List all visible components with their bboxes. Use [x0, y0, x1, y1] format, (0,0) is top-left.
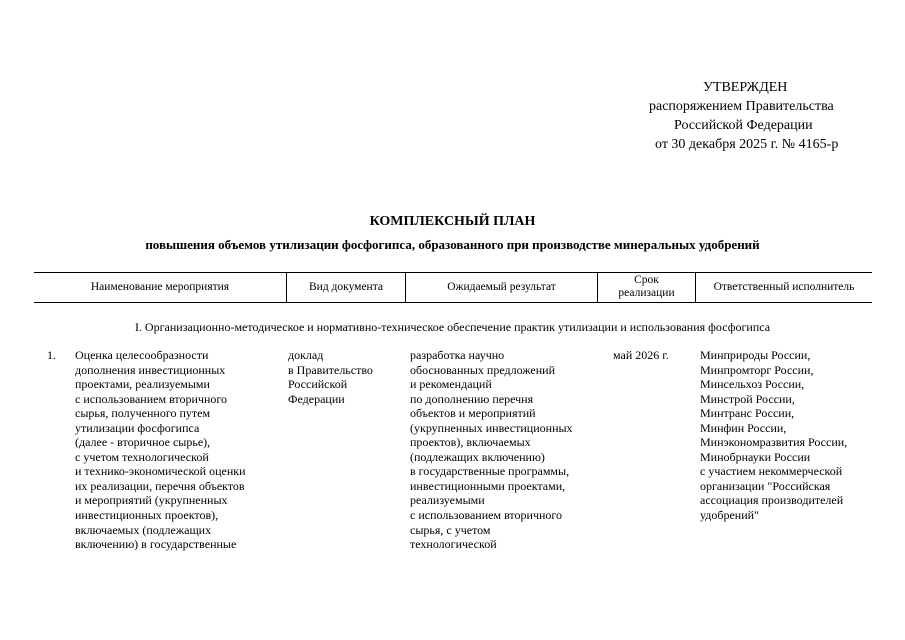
text-line: Оценка целесообразности	[75, 348, 209, 362]
approval-line-date: от 30 декабря 2025 г. № 4165-р	[655, 137, 839, 152]
header-deadline-line-1: Срок	[634, 274, 659, 286]
text-line: организации "Российская	[700, 478, 831, 493]
header-responsible-executor: Ответственный исполнитель	[713, 280, 855, 293]
cell-expected-result	[410, 348, 595, 552]
text-line: инвестиционными проектами,	[410, 478, 566, 493]
document-title: КОМПЛЕКСНЫЙ ПЛАН	[369, 214, 536, 229]
text-line: Минприроды России,	[700, 348, 811, 362]
text-line: проектов), включаемых	[410, 435, 531, 450]
text-line: Минстрой России,	[700, 391, 795, 406]
approval-title: УТВЕРЖДЕН	[703, 80, 788, 95]
text-line: включаемых (подлежащих	[75, 522, 212, 537]
text-line: проектами, реализуемыми	[75, 377, 210, 392]
text-line: Минэкономразвития России,	[700, 435, 848, 450]
text-line: обоснованных предложений	[410, 362, 556, 377]
text-line: (подлежащих включению)	[410, 449, 545, 464]
text-line: разработка научно	[410, 348, 505, 362]
text-line: технологической	[410, 537, 497, 552]
text-line: реализуемыми	[410, 493, 485, 508]
text-line: и мероприятий (укрупненных	[75, 493, 228, 508]
text-line: Федерации	[288, 391, 345, 406]
approval-block	[600, 78, 900, 154]
text-line: по дополнению перечня	[410, 391, 534, 406]
text-line: ассоциация производителей	[700, 493, 844, 508]
text-line: Минобрнауки России	[700, 449, 811, 464]
text-line: в Правительство	[288, 362, 373, 377]
text-line: доклад	[288, 348, 324, 362]
cell-document-type	[288, 348, 398, 406]
table-header-bottom-rule	[34, 302, 872, 303]
text-line: дополнения инвестиционных	[75, 362, 226, 377]
text-line: объектов и мероприятий	[410, 406, 536, 421]
text-line: их реализации, перечня объектов	[75, 478, 245, 493]
header-deadline-line-2: реализации	[618, 287, 675, 299]
text-line: с учетом технологической	[75, 449, 209, 464]
cell-activity-name	[75, 348, 280, 552]
section-title: I. Организационно-методическое и нормативно-техническое обеспечение практик утилизации и использования фосфогипса	[134, 320, 771, 334]
approval-line-country: Российской Федерации	[674, 118, 813, 133]
text-line: (укрупненных инвестиционных	[410, 420, 573, 435]
text-line: и рекомендаций	[410, 377, 492, 392]
text-line: включению) в государственные	[75, 537, 237, 552]
cell-responsible-executor	[700, 348, 870, 523]
text-line: (далее - вторичное сырье),	[75, 435, 211, 450]
text-line: Минтранс России,	[700, 406, 795, 421]
text-line: утилизации фосфогипса	[75, 420, 200, 435]
text-line: Российской	[288, 377, 348, 392]
text-line: удобрений"	[700, 508, 759, 523]
row-number: 1.	[47, 348, 56, 362]
text-line: Минфин России,	[700, 420, 787, 435]
text-line: с использованием вторичного	[75, 391, 228, 406]
text-line: сырья, с учетом	[410, 522, 491, 537]
header-document-type: Вид документа	[309, 280, 383, 293]
text-line: инвестиционных проектов),	[75, 508, 219, 523]
text-line: с участием некоммерческой	[700, 464, 843, 479]
text-line: Минпромторг России,	[700, 362, 814, 377]
header-expected-result: Ожидаемый результат	[447, 280, 556, 293]
text-line: с использованием вторичного	[410, 508, 563, 523]
cell-deadline: май 2026 г.	[613, 348, 669, 362]
header-activity-name: Наименование мероприятия	[90, 280, 230, 293]
text-line: в государственные программы,	[410, 464, 570, 479]
document-subtitle: повышения объемов утилизации фосфогипса, образованного при производстве минеральных удобрений	[145, 237, 760, 252]
header-deadline	[598, 272, 695, 302]
approval-line-decree: распоряжением Правительства	[649, 99, 834, 114]
text-line: и технико-экономической оценки	[75, 464, 246, 479]
text-line: сырья, полученного путем	[75, 406, 211, 421]
text-line: Минсельхоз России,	[700, 377, 805, 392]
